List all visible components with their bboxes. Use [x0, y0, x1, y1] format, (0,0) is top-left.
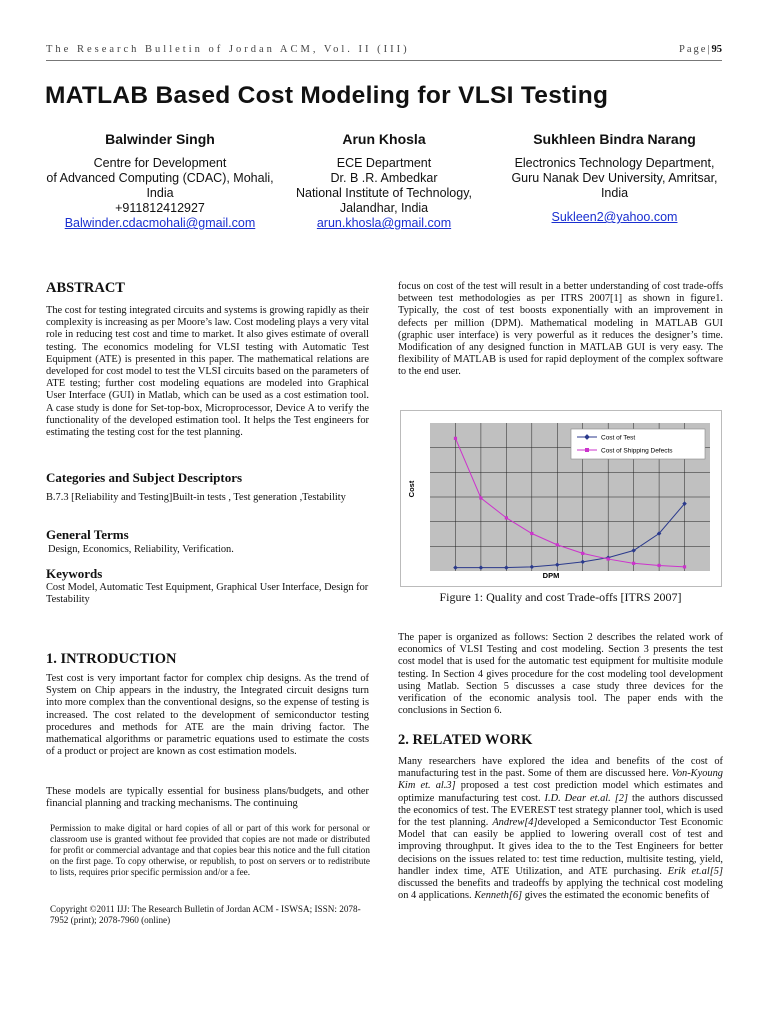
right-column-text-2: [398, 632, 723, 717]
keywords-paragraph: Cost Model, Automatic Test Equipment, Graphical User Interface, Design for Testability: [46, 582, 369, 606]
general-terms-text: [48, 544, 371, 556]
categories-heading: Categories and Subject Descriptors: [46, 470, 243, 485]
data-point: [530, 532, 533, 535]
author-block-1: [40, 132, 280, 231]
right-column-text-1: [398, 281, 723, 379]
general-terms-paragraph: Design, Economics, Reliability, Verification.: [48, 544, 234, 555]
related-text: gives the estimated the economic benefits of: [522, 890, 710, 902]
data-point: [479, 496, 482, 499]
data-point: [657, 564, 660, 567]
introduction-paragraph-2: These models are typically essential for business plans/budgets, and other financial planning and tracking mechanisms. The continuing: [46, 786, 369, 810]
chart-svg: [401, 411, 721, 586]
keywords-heading: Keywords: [46, 566, 103, 581]
author-block-3: [497, 132, 732, 225]
journal-name: The Research Bulletin of Jordan ACM, Vol. II (III): [46, 44, 410, 55]
introduction-heading: 1. INTRODUCTION: [46, 651, 177, 667]
abstract-heading: ABSTRACT: [46, 280, 125, 296]
introduction-text-2: [46, 786, 369, 810]
legend-marker-square: [585, 448, 589, 452]
categories-text: [46, 492, 369, 504]
author-email-link[interactable]: Balwinder.cdacmohali@gmail.com: [64, 216, 256, 230]
data-point: [454, 437, 457, 440]
author-affiliation-line: of Advanced Computing (CDAC), Mohali,: [46, 171, 274, 185]
author-affiliation-line: Jalandhar, India: [339, 201, 429, 215]
author-block-2: [284, 132, 484, 231]
related-text: Many researchers have explored the idea and benefits of the cost of manufacturing test in the past. Some of them are discussed here.: [398, 756, 723, 780]
data-point: [505, 516, 508, 519]
author-name: Sukhleen Bindra Narang: [533, 131, 696, 147]
right-paragraph-1: focus on cost of the test will result in a better understanding of cost trade-offs between test methodologies as per ITRS 2007[1] as shown in figure1. Typically, the cost of test boosts exponentially with an improvement in defects per million (DPM). Mathematical modeling in MATLAB GUI (graphic user interface) is very powerful as it reduces the designer’s time. Modification of any designed function in MATLAB GUI is very easy. The flexibility of MATLAB is used for rapid deployment of the complex software to the end user.: [398, 281, 723, 378]
keywords-text: [46, 582, 369, 606]
author-affiliation-line: Dr. B .R. Ambedkar: [330, 171, 438, 185]
related-text: proposed a test cost prediction model which estimates and optimize manufacturing test cost.: [398, 780, 723, 804]
author-affiliation-line: India: [146, 186, 174, 200]
permission-notice: [50, 823, 370, 878]
data-point: [632, 562, 635, 565]
citation: Kenneth[6]: [474, 890, 523, 902]
author-affiliation-line: India: [600, 186, 629, 200]
related-text: the authors discussed the economics of test. The EVEREST test strategy planner tool, which is used for the test planning.: [398, 792, 723, 829]
author-name: Balwinder Singh: [105, 131, 215, 147]
data-point: [607, 557, 610, 560]
introduction-text: [46, 673, 369, 758]
related-text: discussed the benefits and tradeoffs by applying the technical cost modeling on 4 applications.: [398, 878, 723, 902]
copyright-notice: [50, 904, 370, 926]
author-affiliation-line: Centre for Development: [93, 156, 227, 170]
author-affiliation-line: National Institute of Technology,: [295, 186, 473, 200]
related-work-text: [398, 756, 723, 902]
y-axis-label: Cost: [407, 480, 416, 498]
related-work-paragraph: [398, 756, 723, 902]
citation: Erik et.al[5]: [667, 865, 723, 877]
related-work-heading: 2. RELATED WORK: [398, 732, 533, 748]
data-point: [683, 565, 686, 568]
page-number-value: 95: [711, 44, 722, 55]
figure-1-chart: [400, 410, 722, 587]
abstract-text: [46, 305, 369, 439]
citation: I.D. Dear et.al. [2]: [544, 792, 628, 804]
legend-box: [571, 429, 705, 459]
general-terms-heading: General Terms: [46, 527, 129, 542]
right-paragraph-2: The paper is organized as follows: Section 2 describes the related work of economics of VLSI Testing and cost modeling. Section 3 presents the test cost model that is used for the automatic test equipment for multisite module testing. In Section 4 gives procedure for the cost modeling tool development using Matlab. Section 5 discusses a case study three devices for the verification of the economic analysis tool. The paper ends with the conclusions in Section 6.: [398, 632, 723, 717]
running-header: [46, 44, 722, 61]
author-affiliation-line: Electronics Technology Department,: [514, 156, 715, 170]
legend-label-cost-of-test: Cost of Test: [601, 434, 636, 442]
abstract-paragraph: The cost for testing integrated circuits and systems is growing rapidly as their complexity is increasing as per Moore’s law. Cost modeling plays a very vital role in reducing test cost and time to market. It also gives estimate of overall testing. The economics modeling for VLSI testing with Automatic Test Equipment (ATE) is presented in this paper. The mathematical relations are developed for cost model to test the VLSI circuits based on the parameters of ATE testing; further cost modeling equations are modeled into Graphical User Interface (GUI) in Matlab, which can be used as a cost estimation tool. A case study is done for Set-top-box, Microprocessor, Device A to verify the functionality of the developed estimation tool. It helps the Test engineers for estimating the testing cost for the test planning.: [46, 305, 369, 439]
citation: Andrew[4]: [492, 817, 538, 829]
data-point: [556, 543, 559, 546]
author-affiliation-line: ECE Department: [336, 156, 432, 170]
permission-text: Permission to make digital or hard copies of all or part of this work for personal or classroom use is granted without fee provided that copies are not made or distributed for profit or commercial advantage and that copies bear this notice and the full citation on the first page. To copy otherwise, or republish, to post on servers or to redistribute to lists, requires prior specific permission and/or a fee.: [50, 823, 370, 877]
related-text: developed a Semiconductor Test Economic Model that can easily be applied to lowering overall cost of test and improving throughput. It gives idea to the to the Test Engineers for better decisions on the issues related to: test time reduction, multisite testing, yield, handler index time, ATE Utilization, and ATE purchasing.: [398, 817, 723, 877]
copyright-text: Copyright ©2011 IJJ: The Research Bulletin of Jordan ACM - ISWSA; ISSN: 2078-7952 (print); 2078-7960 (online): [50, 904, 361, 925]
x-axis-label: DPM: [542, 571, 560, 580]
page-label: Page|: [678, 44, 712, 55]
author-name: Arun Khosla: [342, 131, 426, 147]
data-point: [581, 552, 584, 555]
author-email-link[interactable]: arun.khosla@gmail.com: [316, 216, 452, 230]
page-number: [679, 44, 722, 55]
author-affiliation-line: Guru Nanak Dev University, Amritsar,: [511, 171, 718, 185]
categories-paragraph: B.7.3 [Reliability and Testing]Built-in tests , Test generation ,Testability: [46, 492, 346, 503]
chart-legend: [571, 429, 705, 459]
introduction-paragraph-1: Test cost is very important factor for complex chip designs. As the trend of System on Chip appears in the industry, the Integrated circuit designs turn into more complex than the conventional designs, so the expense of testing is increased. The cost related to the development of semiconductor testing procedures and methods for ATE are the main driving factor. The mathematical algorithms or parametric equations used to estimate the costs of a product or project are known as cost estimation models.: [46, 673, 369, 758]
legend-label-shipping-defects: Cost of Shipping Defects: [601, 447, 673, 455]
paper-title: MATLAB Based Cost Modeling for VLSI Testing: [45, 82, 609, 109]
author-phone: +911812412927: [115, 201, 205, 215]
citation: Von-Kyoung Kim et. al.3]: [398, 768, 723, 792]
author-email-link[interactable]: Sukleen2@yahoo.com: [551, 210, 678, 224]
figure-caption: Figure 1: Quality and cost Trade-offs [ITRS 2007]: [439, 590, 682, 604]
